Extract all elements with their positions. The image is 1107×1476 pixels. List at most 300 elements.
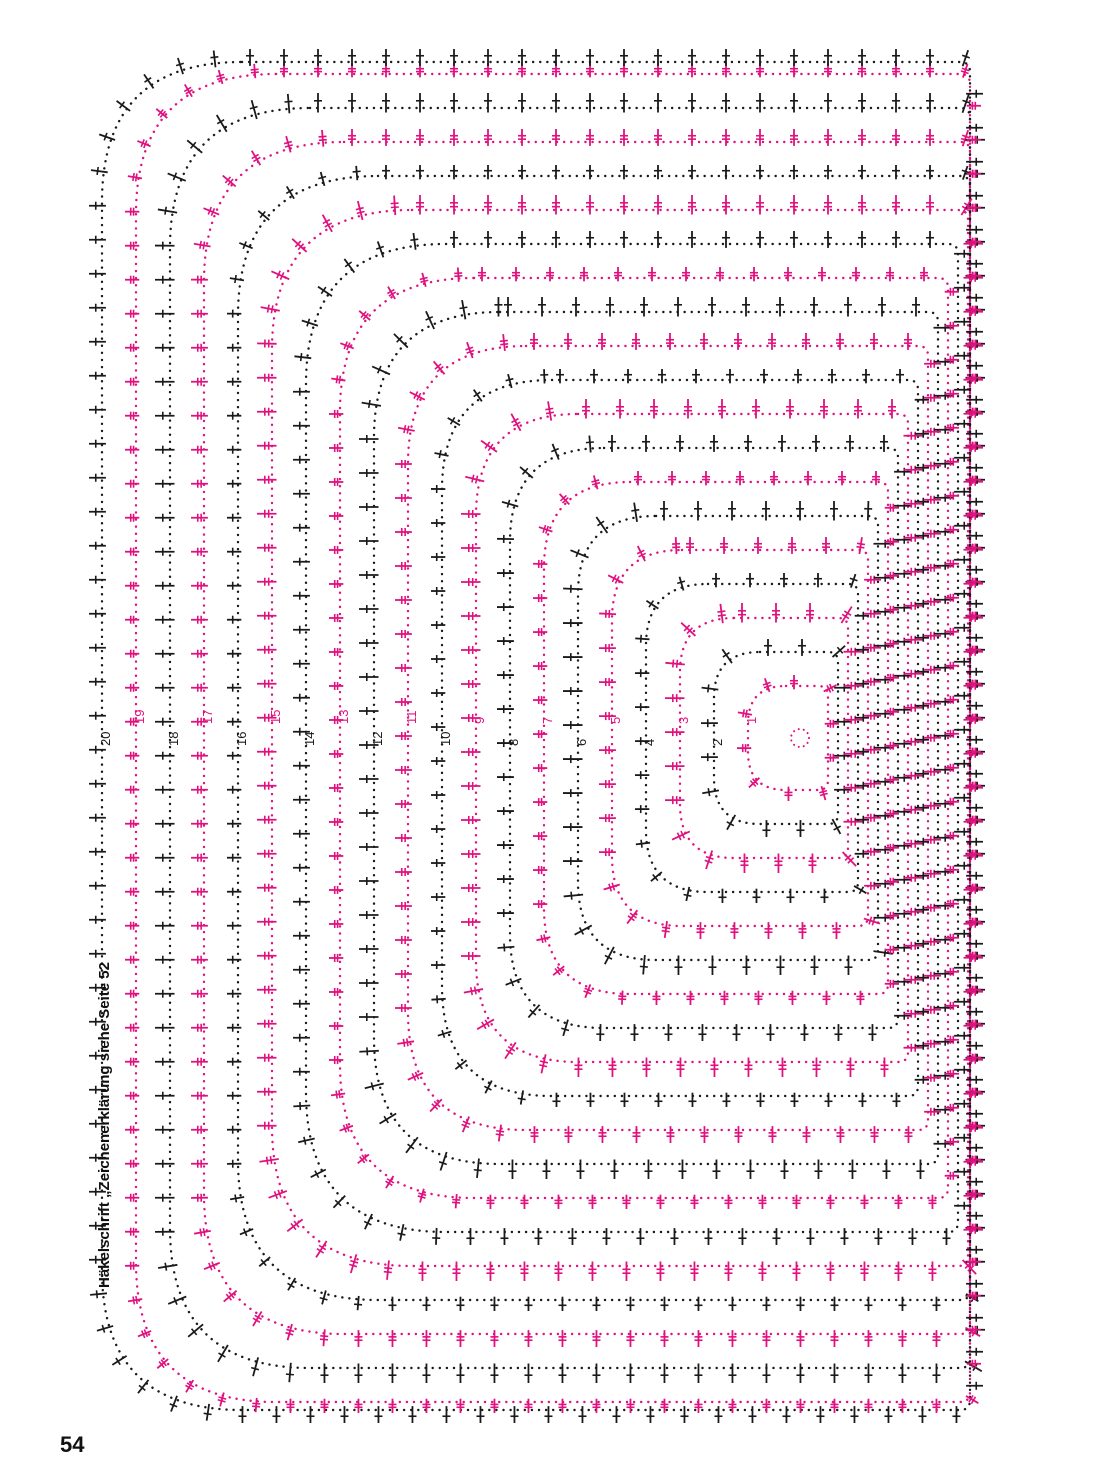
stitch-symbol	[588, 1195, 596, 1209]
stitch-symbol	[624, 369, 632, 383]
stitch-symbol	[89, 610, 106, 618]
stitch-symbol	[456, 1364, 464, 1384]
stitch-symbol	[654, 231, 662, 248]
stitch-symbol	[558, 1364, 566, 1384]
stitch-symbol	[616, 399, 624, 419]
stitch-symbol	[824, 195, 832, 215]
stitch-symbol	[722, 129, 730, 146]
stitch-symbol	[665, 796, 685, 804]
stitch-symbol	[552, 49, 560, 66]
stitch-symbol	[580, 267, 588, 281]
stitch-symbol	[674, 956, 682, 976]
stitch-symbol	[89, 678, 106, 686]
stitch-symbol	[204, 1262, 220, 1271]
stitch-symbol	[359, 605, 379, 613]
stitch-symbol	[155, 412, 175, 420]
stitch-symbol	[191, 752, 208, 760]
stitch-symbol	[125, 514, 139, 522]
stitch-symbol	[954, 590, 971, 598]
stitch-symbol	[622, 1262, 630, 1282]
stitch-symbol	[431, 859, 445, 867]
stitch-symbol	[395, 800, 412, 808]
stitch-symbol	[551, 444, 558, 460]
stitch-symbol	[744, 1058, 752, 1078]
stitch-symbol	[125, 650, 139, 658]
stitch-symbol	[287, 1278, 295, 1290]
stitch-symbol	[358, 1154, 369, 1163]
stitch-symbol	[395, 732, 412, 740]
stitch-symbol	[191, 854, 208, 862]
stitch-symbol	[293, 796, 310, 804]
stitch-symbol	[395, 970, 412, 978]
stitch-symbol	[858, 49, 866, 66]
stitch-symbol	[826, 1195, 834, 1209]
stitch-symbol	[538, 297, 546, 317]
round-label: 19	[132, 709, 147, 724]
stitch-symbol	[814, 573, 822, 587]
stitch-symbol	[394, 334, 408, 348]
round-label: 16	[234, 731, 249, 746]
stitch-symbol	[191, 1126, 208, 1134]
stitch-symbol	[395, 936, 412, 944]
stitch-symbol	[932, 1297, 940, 1311]
stitch-symbol	[966, 498, 983, 506]
stitch-symbol	[822, 991, 830, 1005]
stitch-symbol	[155, 616, 175, 624]
stitch-symbol	[376, 241, 384, 257]
stitch-symbol	[965, 1361, 982, 1371]
stitch-symbol	[497, 569, 514, 577]
stitch-symbol	[790, 1093, 798, 1107]
stitch-symbol	[651, 872, 662, 881]
stitch-symbol	[542, 1160, 550, 1180]
stitch-symbol	[710, 435, 718, 452]
stitch-symbol	[89, 236, 106, 244]
center-ring	[791, 729, 809, 747]
stitch-symbol	[804, 471, 812, 485]
stitch-symbol	[563, 721, 583, 729]
stitch-symbol	[258, 211, 269, 220]
stitch-symbol	[431, 995, 445, 1003]
stitch-symbol	[89, 202, 106, 210]
stitch-symbol	[802, 1126, 810, 1143]
stitch-symbol	[497, 603, 514, 611]
stitch-symbol	[746, 573, 754, 587]
stitch-symbol	[588, 1262, 596, 1282]
stitch-symbol	[439, 1152, 447, 1170]
stitch-symbol	[128, 1296, 142, 1304]
stitch-symbol	[238, 1406, 246, 1423]
stitch-symbol	[898, 1330, 906, 1347]
stitch-symbol	[314, 49, 322, 66]
round-label: 5	[608, 716, 623, 724]
stitch-symbol	[717, 604, 725, 623]
stitch-symbol	[89, 508, 106, 516]
stitch-symbol	[786, 399, 794, 419]
stitch-symbol	[878, 297, 886, 317]
stitch-symbol	[850, 574, 858, 588]
stitch-symbol	[497, 671, 514, 679]
stitch-symbol	[892, 195, 900, 215]
stitch-symbol	[112, 1356, 126, 1365]
stitch-symbol	[540, 369, 548, 383]
stitch-symbol	[748, 1406, 756, 1423]
stitch-symbol	[125, 956, 139, 964]
stitch-symbol	[533, 594, 547, 602]
stitch-symbol	[257, 646, 277, 654]
stitch-symbol	[792, 1262, 800, 1282]
stitch-symbol	[365, 1082, 384, 1090]
stitch-symbol	[966, 158, 983, 166]
stitch-symbol	[564, 892, 583, 900]
stitch-symbol	[680, 1406, 688, 1423]
round-ring	[544, 482, 888, 994]
stitch-symbol	[702, 788, 719, 796]
stitch-symbol	[359, 571, 379, 579]
stitch-symbol	[461, 544, 481, 552]
stitch-symbol	[89, 712, 106, 720]
stitch-symbol	[395, 902, 412, 910]
stitch-symbol	[563, 823, 583, 831]
stitch-symbol	[461, 748, 481, 756]
stitch-symbol	[359, 537, 379, 545]
stitch-symbol	[800, 1024, 808, 1041]
stitch-symbol	[293, 660, 310, 668]
stitch-symbol	[640, 955, 648, 974]
stitch-symbol	[708, 956, 716, 976]
stitch-symbol	[796, 501, 804, 521]
stitch-symbol	[138, 1380, 148, 1393]
stitch-symbol	[395, 766, 412, 774]
stitch-symbol	[718, 399, 726, 419]
stitch-symbol	[798, 922, 806, 939]
stitch-symbol	[191, 820, 208, 828]
stitch-symbol	[435, 450, 449, 458]
stitch-symbol	[257, 918, 277, 926]
stitch-symbol	[533, 900, 547, 908]
stitch-symbol	[191, 446, 208, 454]
stitch-symbol	[926, 195, 934, 215]
stitch-symbol	[359, 809, 379, 817]
stitch-symbol	[586, 436, 594, 453]
stitch-symbol	[966, 1280, 983, 1288]
stitch-symbol	[882, 1160, 890, 1180]
stitch-symbol	[860, 1262, 868, 1282]
stitch-symbol	[756, 1093, 764, 1107]
stitch-symbol	[294, 353, 311, 361]
stitch-symbol	[635, 703, 649, 711]
stitch-symbol	[650, 399, 658, 419]
stitch-symbol	[665, 762, 685, 770]
stitch-symbol	[89, 814, 106, 822]
stitch-symbol	[966, 1246, 983, 1254]
stitch-symbol	[395, 834, 412, 842]
stitch-symbol	[431, 485, 445, 493]
stitch-symbol	[155, 786, 175, 794]
stitch-symbol	[484, 93, 492, 113]
stitch-symbol	[227, 786, 241, 794]
stitch-symbol	[880, 1058, 888, 1078]
stitch-symbol	[466, 1228, 474, 1245]
stitch-symbol	[796, 1297, 804, 1311]
stitch-symbol	[395, 596, 412, 604]
stitch-symbol	[830, 1364, 838, 1384]
stitch-symbol	[728, 1399, 736, 1413]
stitch-symbol	[293, 1034, 310, 1042]
stitch-symbol	[558, 1297, 566, 1311]
stitch-symbol	[484, 49, 492, 66]
round-ring	[170, 108, 970, 1368]
stitch-symbol	[257, 374, 277, 382]
stitch-symbol	[724, 1262, 732, 1282]
stitch-symbol	[620, 195, 628, 215]
stitch-symbol	[191, 310, 208, 318]
stitch-symbol	[712, 1160, 720, 1180]
stitch-symbol	[184, 84, 192, 96]
stitch-symbol	[125, 990, 139, 998]
stitch-symbol	[596, 517, 607, 533]
stitch-symbol	[257, 1088, 277, 1096]
stitch-symbol	[259, 1257, 270, 1266]
stitch-symbol	[728, 1364, 736, 1384]
stitch-symbol	[497, 637, 514, 645]
stitch-symbol	[654, 129, 662, 146]
stitch-symbol	[563, 585, 582, 593]
stitch-symbol	[125, 344, 139, 352]
stitch-symbol	[359, 639, 379, 647]
stitch-symbol	[316, 1241, 327, 1257]
stitch-symbol	[227, 650, 241, 658]
stitch-symbol	[395, 664, 412, 672]
round-ring	[102, 62, 970, 1410]
stitch-symbol	[756, 49, 764, 66]
stitch-symbol	[518, 231, 526, 248]
stitch-symbol	[820, 889, 828, 903]
stitch-symbol	[494, 297, 502, 316]
stitch-symbol	[652, 991, 660, 1005]
stitch-symbol	[461, 952, 481, 960]
stitch-symbol	[257, 544, 277, 552]
stitch-symbol	[556, 369, 564, 383]
stitch-symbol	[287, 1219, 302, 1231]
stitch-symbol	[395, 562, 412, 570]
stitch-symbol	[344, 259, 354, 273]
stitch-symbol	[261, 305, 280, 314]
stitch-symbol	[257, 1020, 277, 1028]
stitch-symbol	[155, 344, 175, 352]
stitch-symbol	[187, 140, 202, 153]
stitch-symbol	[810, 956, 818, 976]
stitch-symbol	[194, 241, 211, 249]
stitch-symbol	[518, 93, 526, 113]
stitch-symbol	[125, 1160, 139, 1168]
stitch-symbol	[155, 1160, 175, 1168]
stitch-symbol	[918, 1406, 926, 1423]
stitch-symbol	[599, 644, 616, 652]
stitch-symbol	[740, 854, 748, 874]
stitch-symbol	[926, 49, 934, 66]
stitch-symbol	[293, 1068, 310, 1076]
stitch-symbol	[191, 548, 208, 556]
stitch-symbol	[546, 267, 554, 281]
stitch-symbol	[850, 1406, 858, 1423]
stitch-symbol	[223, 176, 236, 187]
stitch-symbol	[528, 1005, 539, 1018]
stitch-symbol	[790, 49, 798, 66]
stitch-symbol	[155, 922, 175, 930]
page-number: 54	[60, 1432, 85, 1457]
stitch-symbol	[824, 93, 832, 113]
stitch-symbol	[776, 956, 784, 976]
stitch-symbol	[864, 501, 872, 520]
stitch-symbol	[608, 1058, 616, 1078]
stitch-symbol	[89, 542, 106, 550]
stitch-symbol	[564, 1126, 572, 1143]
stitch-symbol	[966, 804, 983, 812]
stitch-symbol	[461, 510, 480, 518]
stitch-symbol	[359, 435, 379, 443]
stitch-symbol	[155, 888, 175, 896]
round-label: 20	[98, 731, 113, 746]
stitch-symbol	[257, 510, 277, 518]
stitch-symbol	[966, 192, 983, 200]
stitch-symbol	[422, 1364, 430, 1384]
stitch-symbol	[592, 1399, 600, 1413]
stitch-symbol	[710, 1058, 718, 1078]
stitch-symbol	[586, 165, 594, 179]
stitch-symbol	[576, 1160, 584, 1180]
stitch-symbol	[749, 778, 760, 788]
stitch-symbol	[838, 471, 846, 485]
stitch-symbol	[155, 1126, 175, 1134]
stitch-symbol	[778, 435, 786, 452]
round-ring	[340, 278, 948, 1198]
stitch-symbol	[596, 1024, 604, 1041]
stitch-symbol	[331, 375, 345, 383]
stitch-symbol	[952, 1406, 960, 1423]
round-label: 14	[302, 731, 317, 746]
stitch-symbol	[738, 1228, 746, 1245]
stitch-symbol	[764, 639, 772, 656]
stitch-symbol	[257, 986, 277, 994]
stitch-symbol	[780, 1160, 788, 1180]
stitch-symbol	[563, 755, 583, 763]
stitch-symbol	[637, 546, 646, 561]
stitch-symbol	[688, 49, 696, 66]
stitch-symbol	[257, 748, 277, 756]
stitch-symbol	[257, 680, 277, 688]
stitch-symbol	[854, 886, 866, 894]
stitch-symbol	[752, 399, 760, 419]
stitch-symbol	[824, 129, 832, 146]
stitch-symbol	[816, 1406, 824, 1423]
stitch-symbol	[293, 1000, 310, 1008]
stitch-symbol	[582, 399, 590, 419]
stitch-symbol	[954, 1066, 971, 1074]
stitch-symbol	[320, 1329, 328, 1346]
stitch-symbol	[954, 862, 971, 870]
round-label: 11	[404, 710, 419, 724]
stitch-symbol	[782, 1406, 790, 1423]
stitch-symbol	[904, 333, 912, 350]
stitch-symbol	[954, 420, 971, 428]
stitch-symbol	[700, 1126, 708, 1143]
stitch-symbol	[764, 922, 772, 939]
stitch-symbol	[272, 1406, 280, 1423]
stitch-symbol	[431, 655, 445, 663]
stitch-symbol	[656, 1195, 664, 1209]
stitch-symbol	[155, 242, 174, 250]
stitch-symbol	[894, 1262, 902, 1282]
stitch-symbol	[592, 1297, 600, 1311]
stitch-symbol	[518, 129, 526, 146]
stitch-symbol	[157, 1359, 168, 1368]
stitch-symbol	[252, 151, 261, 166]
stitch-symbol	[490, 1364, 498, 1384]
stitch-symbol	[636, 1228, 644, 1245]
round-label: 9	[472, 716, 487, 724]
stitch-symbol	[796, 1330, 804, 1347]
stitch-symbol	[155, 514, 175, 522]
stitch-symbol	[635, 669, 649, 677]
stitch-symbol	[227, 922, 241, 930]
stitch-symbol	[802, 333, 810, 350]
stitch-symbol	[830, 1330, 838, 1347]
stitch-symbol	[533, 832, 547, 840]
stitch-symbol	[329, 818, 343, 826]
stitch-symbol	[605, 947, 614, 964]
stitch-symbol	[864, 1330, 872, 1347]
stitch-symbol	[654, 195, 662, 215]
stitch-symbol	[830, 1297, 838, 1311]
stitch-symbol	[932, 1330, 940, 1347]
stitch-symbol	[608, 575, 623, 584]
stitch-symbol	[898, 1364, 906, 1384]
stitch-symbol	[284, 136, 293, 152]
stitch-symbol	[612, 1406, 620, 1423]
stitch-symbol	[598, 1126, 606, 1143]
stitch-symbol	[712, 573, 720, 587]
stitch-symbol	[380, 1113, 397, 1123]
stitch-symbol	[293, 524, 310, 532]
stitch-symbol	[293, 694, 310, 702]
round-label: 7	[540, 716, 555, 724]
stitch-symbol	[874, 1228, 882, 1245]
stitch-symbol	[916, 1160, 924, 1180]
stitch-symbol	[658, 369, 666, 383]
round-label: 10	[438, 731, 453, 746]
stitch-symbol	[462, 1117, 471, 1133]
stitch-symbol	[125, 684, 139, 692]
stitch-symbol	[858, 195, 866, 215]
round-ring	[442, 380, 918, 1096]
stitch-symbol	[860, 1195, 868, 1209]
stitch-symbol	[191, 684, 208, 692]
stitch-symbol	[155, 1194, 175, 1202]
stitch-symbol	[397, 1038, 414, 1046]
stitch-symbol	[329, 580, 343, 588]
stitch-symbol	[329, 750, 343, 758]
stitch-symbol	[89, 644, 106, 652]
stitch-symbol	[762, 820, 770, 837]
stitch-symbol	[227, 820, 241, 828]
stitch-symbol	[497, 705, 514, 713]
stitch-symbol	[292, 239, 306, 252]
stitch-symbol	[708, 297, 716, 317]
stitch-symbol	[188, 1324, 203, 1337]
stitch-symbol	[450, 129, 458, 146]
stitch-symbol	[395, 630, 412, 638]
